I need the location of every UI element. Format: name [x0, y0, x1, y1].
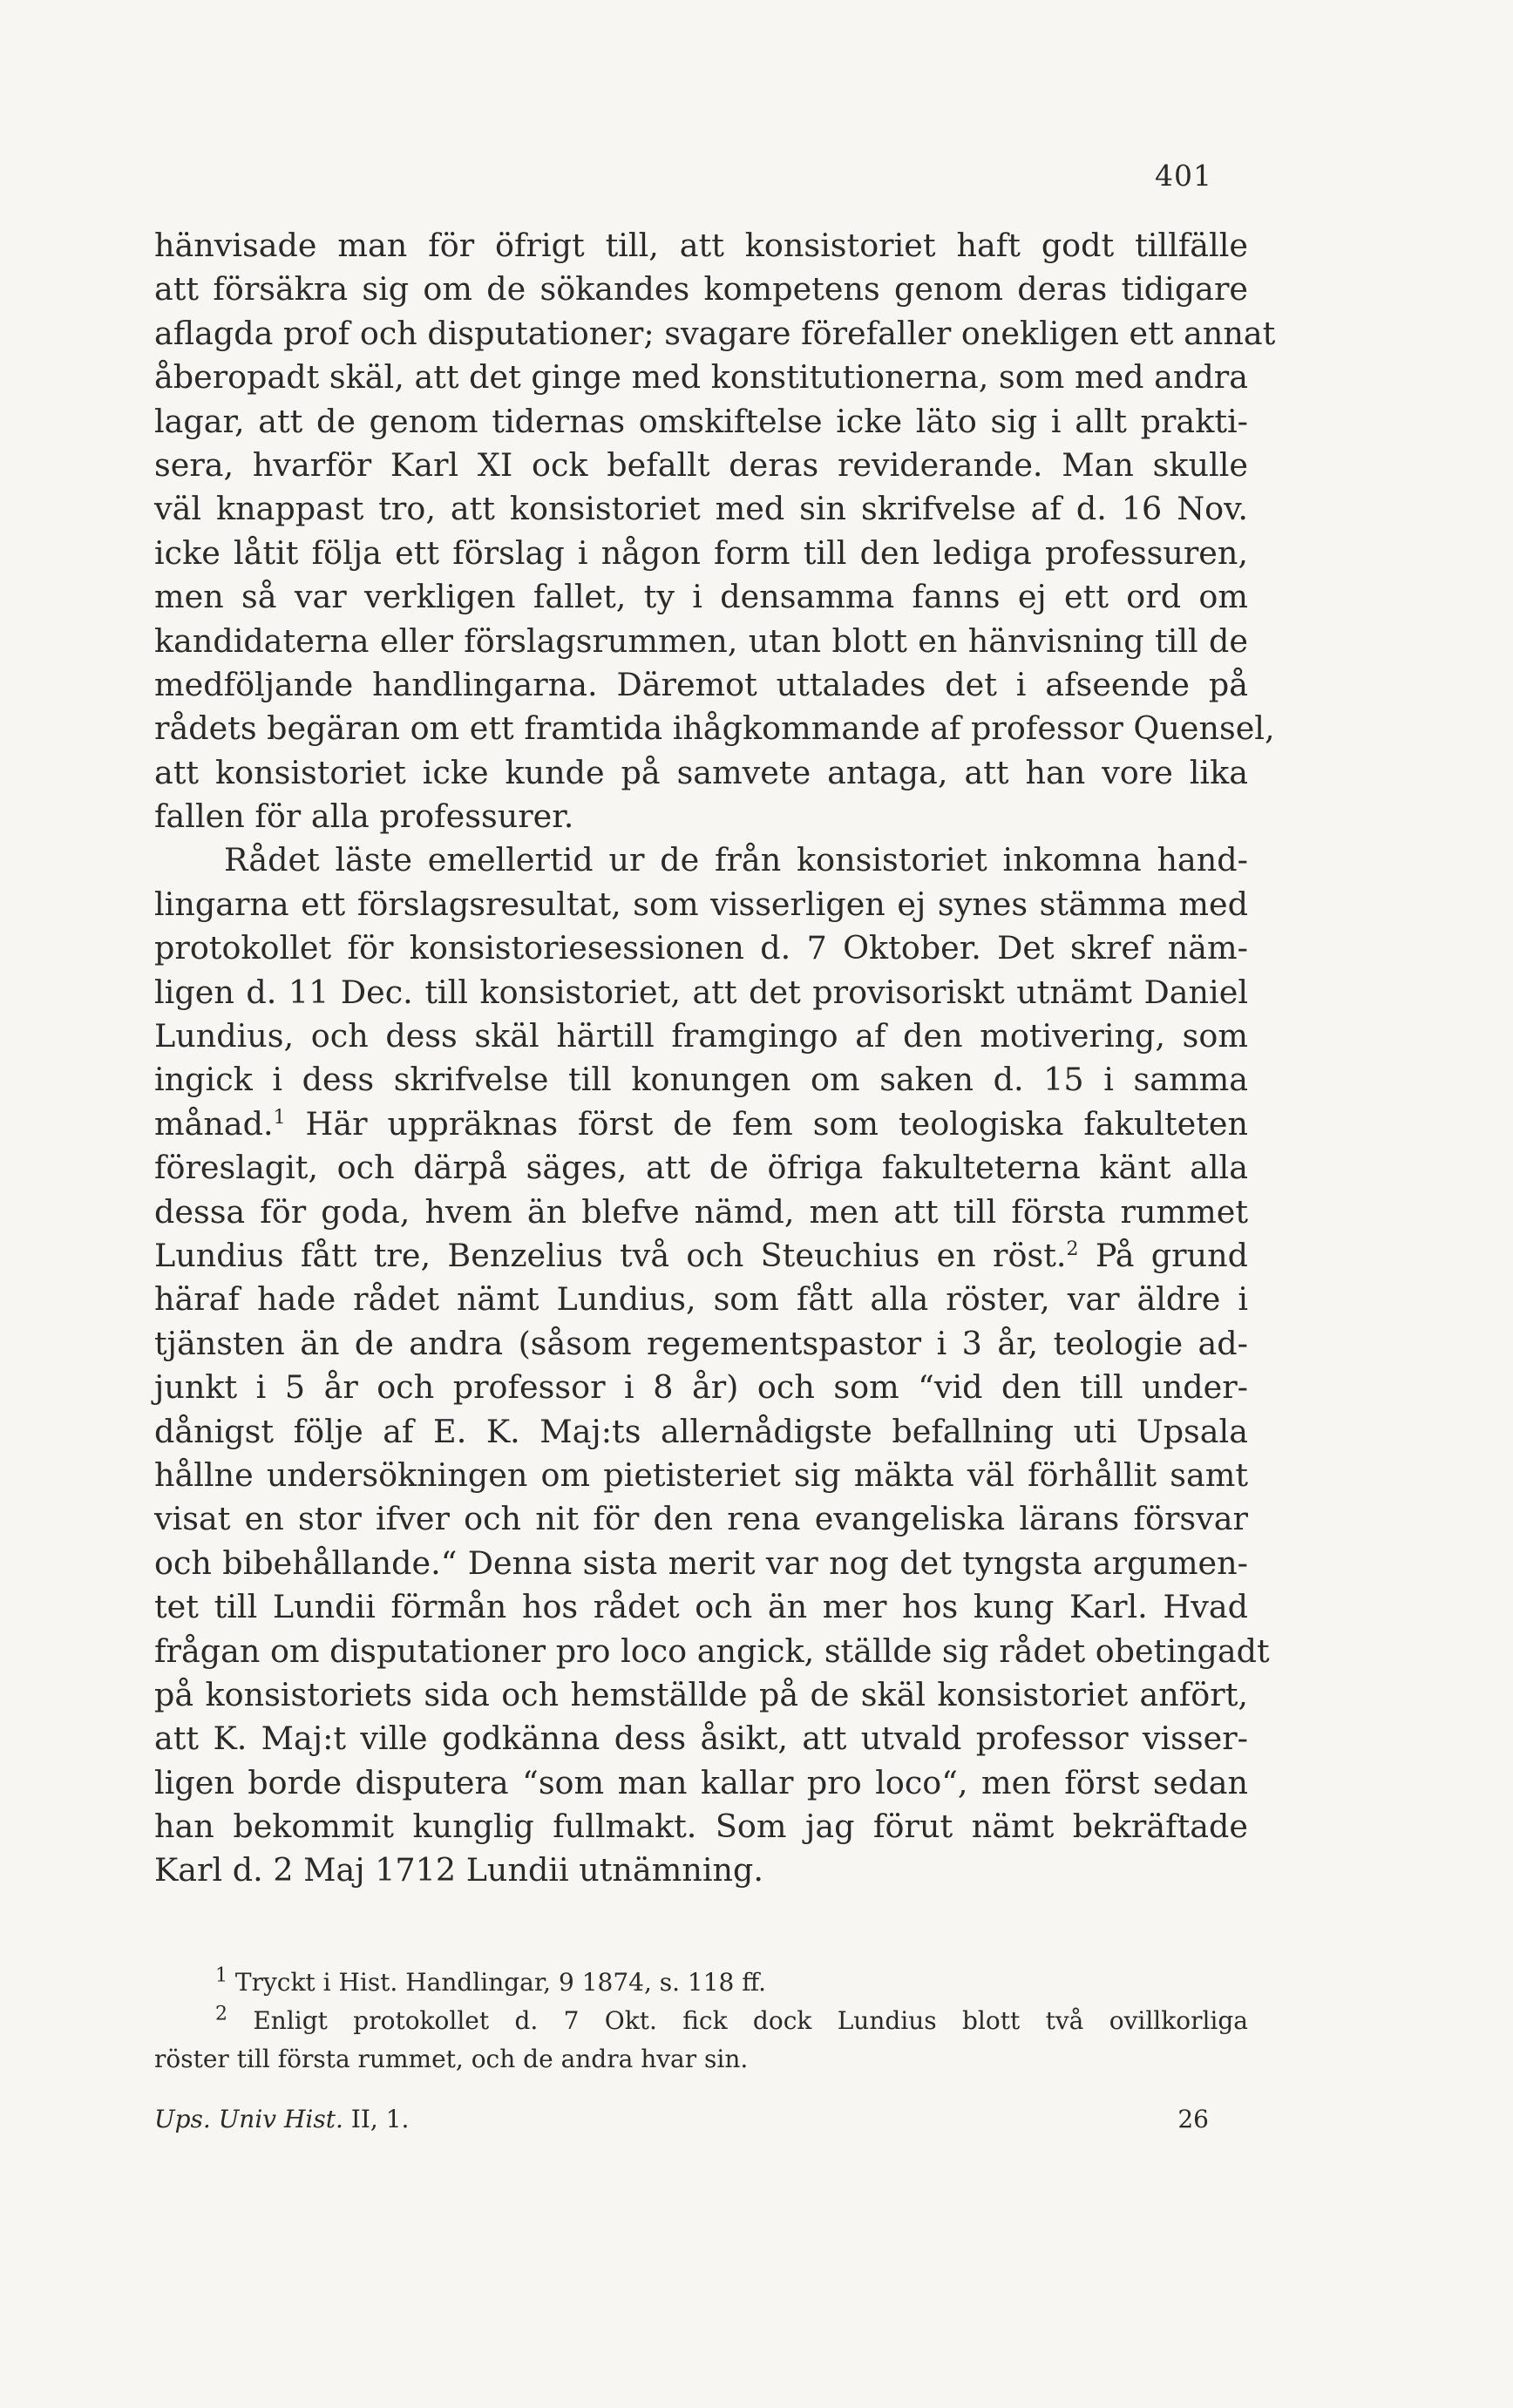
footnote-ref: 2 — [1066, 1238, 1079, 1260]
text-line — [154, 1234, 1248, 1278]
text-line: men så var verkligen fallet, ty i densamma fanns ej ett ord om — [154, 578, 1248, 616]
signature-volume: II, 1. — [350, 2105, 410, 2133]
text-line: ingick i dess skrifvelse till konungen om saken d. 15 i samma — [154, 1061, 1248, 1099]
footnotes — [154, 1964, 1248, 2079]
text-line: Rådet läste emellertid ur de från konsistoriet inkomna hand- — [224, 841, 1248, 879]
text-line: hållne undersökningen om pietisteriet sig mäkta väl förhållit samt — [154, 1455, 1248, 1494]
text-line: hänvisade man för öfrigt till, att konsistoriet haft godt tillfälle — [154, 227, 1248, 264]
page-number: 401 — [1155, 159, 1212, 193]
text-line: lagar, att de genom tidernas omskiftelse icke läto sig i allt prakti- — [154, 402, 1248, 440]
text-line: tjänsten än de andra (såsom regementspastor i 3 år, teologie ad- — [154, 1324, 1248, 1362]
body-text — [154, 224, 1276, 1893]
footnote-marker: 1 — [215, 1964, 227, 1987]
text-line: väl knappast tro, att konsistoriet med sin skrifvelse af d. 16 Nov. — [154, 490, 1248, 528]
footnote-text: Tryckt i Hist. Handlingar, 9 1874, s. 118 ff. — [234, 1968, 767, 1997]
text-line: dånigst följe af E. K. Maj:ts allernådigste befallning uti Upsala — [154, 1412, 1248, 1450]
text-line: Karl d. 2 Maj 1712 Lundii utnämning. — [154, 1851, 763, 1889]
footnote-ref: 1 — [273, 1106, 286, 1129]
footnote-2 — [154, 2002, 1248, 2040]
text-line: ligen borde disputera “som man kallar pro loco“, men först sedan — [154, 1763, 1248, 1801]
text-line: dessa för goda, hvem än blefve nämd, men att till första rummet — [154, 1192, 1248, 1231]
footnote-marker: 2 — [215, 2003, 227, 2025]
text-line: frågan om disputationer pro loco angick, ställde sig rådet obetingadt — [154, 1631, 1270, 1670]
text-line: visat en stor ifver och nit för den rena evangeliska lärans försvar — [154, 1500, 1248, 1538]
text-line: icke låtit följa ett förslag i någon form till den lediga professuren, — [154, 533, 1248, 572]
text-line: att konsistoriet icke kunde på samvete antaga, att han vore lika — [154, 753, 1248, 791]
text-line: aflagda prof och disputationer; svagare förefaller onekligen ett annat — [154, 314, 1276, 352]
text-line: kandidaterna eller förslagsrummen, utan blott en hänvisning till de — [154, 621, 1248, 660]
text-line: junkt i 5 år och professor i 8 år) och som “vid den till under- — [154, 1368, 1248, 1407]
footnote-2-continuation: röster till första rummet, och de andra hvar sin. — [154, 2045, 749, 2073]
text-line: han bekommit kunglig fullmakt. Som jag förut nämt bekräftade — [154, 1808, 1248, 1846]
text-line: ligen d. 11 Dec. till konsistoriet, att det provisoriskt utnämt Daniel — [154, 973, 1248, 1011]
footnote-1 — [154, 1964, 1248, 2002]
text-line: protokollet för konsistoriesessionen d. 7 Oktober. Det skref näm- — [154, 929, 1248, 967]
line-rest: På grund — [1095, 1236, 1249, 1274]
text-line: åberopadt skäl, att det ginge med konstitutionerna, som med andra — [154, 358, 1248, 397]
text-line: medföljande handlingarna. Däremot uttalades det i afseende på — [154, 665, 1248, 703]
text-line: Lundius, och dess skäl härtill framgingo af den motivering, som — [154, 1017, 1248, 1055]
signature-line — [154, 2105, 1209, 2140]
signature-title-text: Ups. Univ Hist. — [154, 2105, 343, 2133]
text-line: på konsistoriets sida och hemställde på de skäl konsistoriet anfört, — [154, 1675, 1248, 1713]
text-line: att försäkra sig om de sökandes kompetens genom deras tidigare — [154, 270, 1248, 309]
text-line: lingarna ett förslagsresultat, som visserligen ej synes stämma med — [154, 885, 1248, 923]
text-line: häraf hade rådet nämt Lundius, som fått alla röster, var äldre i — [154, 1280, 1248, 1319]
text-line: sera, hvarför Karl XI ock befallt deras reviderande. Man skulle — [154, 445, 1248, 484]
line-start: månad. — [154, 1104, 274, 1143]
text-line: föreslagit, och därpå säges, att de öfriga fakulteterna känt alla — [154, 1149, 1248, 1187]
text-line: fallen för alla professurer. — [154, 797, 574, 836]
text-line: tet till Lundii förmån hos rådet och än mer hos kung Karl. Hvad — [154, 1588, 1248, 1626]
footnote-text: Enligt protokollet d. 7 Okt. fick dock Lundius blott två ovillkorliga — [253, 2006, 1248, 2035]
text-line: att K. Maj:t ville godkänna dess åsikt, att utvald professor visser- — [154, 1720, 1248, 1758]
text-line: rådets begäran om ett framtida ihågkommande af professor Quensel, — [154, 709, 1275, 748]
signature-title — [154, 2105, 409, 2133]
text-line — [154, 1102, 1248, 1146]
line-start: Lundius fått tre, Benzelius två och Steuchius en röst. — [154, 1236, 1067, 1274]
line-rest: Här uppräknas först de fem som teologiska fakulteten — [305, 1104, 1248, 1143]
text-line: och bibehållande.“ Denna sista merit var nog det tyngsta argumen- — [154, 1543, 1248, 1582]
signature-sheet-number: 26 — [1177, 2105, 1209, 2133]
